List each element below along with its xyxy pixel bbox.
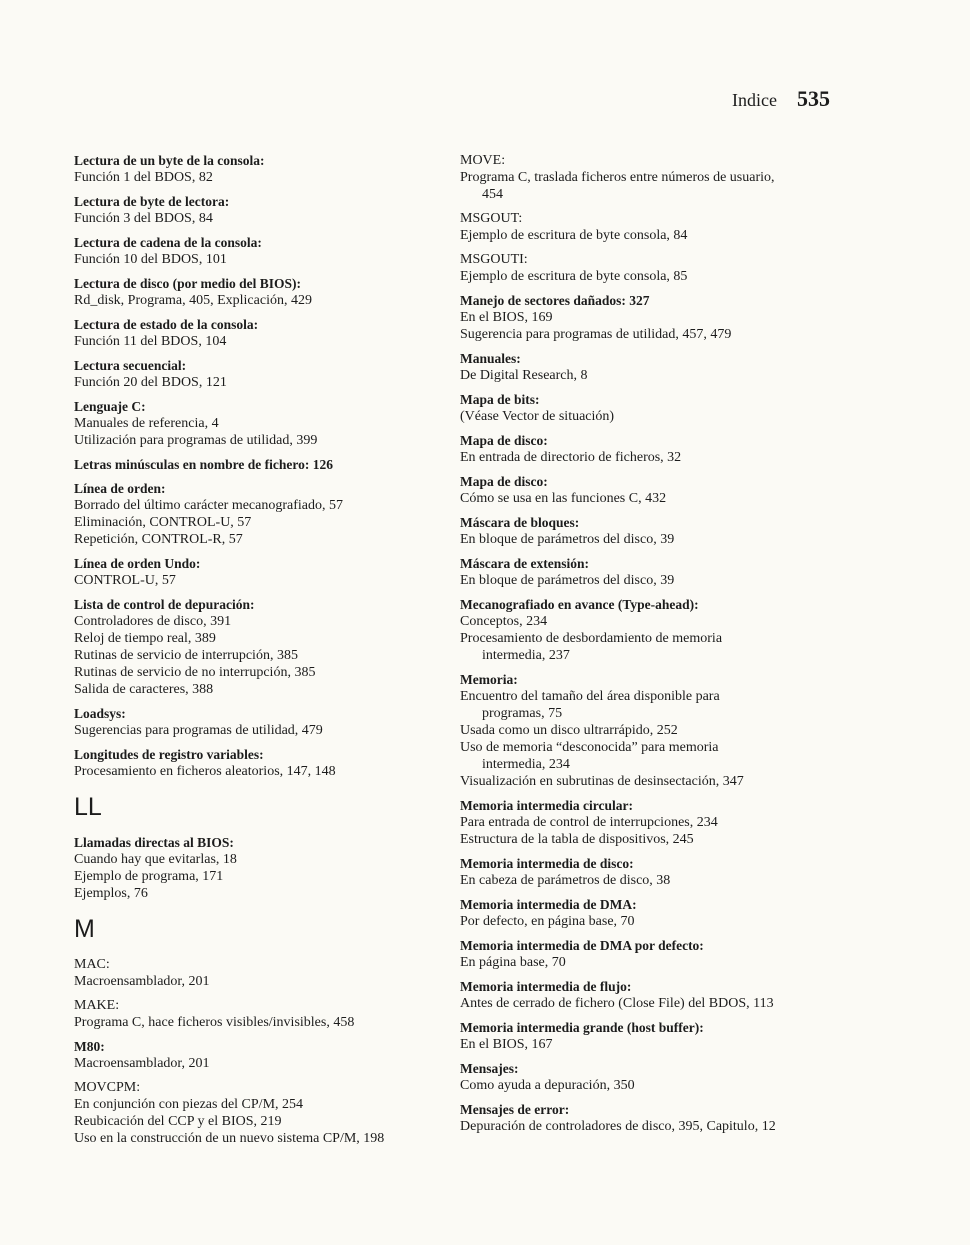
index-subentry: intermedia, 234 bbox=[482, 757, 570, 772]
section-letter: LL bbox=[74, 793, 102, 821]
index-subentry: Programa C, traslada ficheros entre números de usuario, bbox=[460, 170, 775, 185]
index-entry bbox=[460, 596, 830, 664]
index-entry-heading: Lectura de byte de lectora: bbox=[74, 194, 230, 209]
index-entry bbox=[74, 1038, 444, 1072]
index-subentry: Procesamiento en ficheros aleatorios, 147, 148 bbox=[74, 764, 336, 779]
index-subentry: Estructura de la tabla de dispositivos, 245 bbox=[460, 832, 694, 847]
index-entry bbox=[74, 316, 444, 350]
index-subentry: (Véase Vector de situación) bbox=[460, 409, 615, 424]
index-subentry: Repetición, CONTROL-R, 57 bbox=[74, 532, 243, 547]
index-subentry: Procesamiento de desbordamiento de memoria bbox=[460, 631, 723, 646]
index-entry-heading: Lectura de estado de la consola: bbox=[74, 317, 259, 332]
index-subentry: Por defecto, en página base, 70 bbox=[460, 914, 635, 929]
index-subentry: Encuentro del tamaño del área disponible para bbox=[460, 689, 720, 704]
index-entry-heading: Lectura secuencial: bbox=[74, 358, 187, 373]
index-entry bbox=[460, 152, 830, 203]
index-entry-heading: Mapa de disco: bbox=[460, 474, 548, 489]
index-subentry: Función 1 del BDOS, 82 bbox=[74, 170, 213, 185]
index-entry bbox=[74, 398, 444, 449]
index-subentry: Cuando hay que evitarlas, 18 bbox=[74, 852, 237, 867]
index-subentry: Como ayuda a depuración, 350 bbox=[460, 1078, 635, 1093]
index-subentry: Reubicación del CCP y el BIOS, 219 bbox=[74, 1114, 282, 1129]
index-entry bbox=[460, 1019, 830, 1053]
index-subentry: Conceptos, 234 bbox=[460, 614, 548, 629]
page-number: 535 bbox=[797, 86, 830, 111]
index-subentry: Manuales de referencia, 4 bbox=[74, 416, 219, 431]
index-entry bbox=[460, 514, 830, 548]
index-subentry: Macroensamblador, 201 bbox=[74, 1056, 210, 1071]
index-subentry: 454 bbox=[482, 187, 503, 202]
index-subentry: Uso de memoria “desconocida” para memoria bbox=[460, 740, 719, 755]
section-letter: M bbox=[74, 915, 95, 943]
index-subentry: En conjunción con piezas del CP/M, 254 bbox=[74, 1097, 304, 1112]
index-entry-heading: Línea de orden Undo: bbox=[74, 556, 201, 571]
index-subentry: Rd_disk, Programa, 405, Explicación, 429 bbox=[74, 293, 312, 308]
index-subentry: Función 3 del BDOS, 84 bbox=[74, 211, 213, 226]
index-entry bbox=[74, 956, 444, 990]
index-entry-heading: Longitudes de registro variables: bbox=[74, 747, 264, 762]
index-entry bbox=[460, 797, 830, 848]
index-subentry: Salida de caracteres, 388 bbox=[74, 682, 214, 697]
index-subentry: programas, 75 bbox=[482, 706, 563, 721]
index-column-left bbox=[74, 152, 444, 1154]
index-entry-heading: MOVE: bbox=[460, 153, 506, 168]
index-entry-heading: Lista de control de depuración: bbox=[74, 597, 255, 612]
index-entry bbox=[460, 432, 830, 466]
index-entry bbox=[460, 1060, 830, 1094]
index-entry-heading: Memoria intermedia de disco: bbox=[460, 856, 634, 871]
page-header bbox=[732, 86, 830, 112]
index-entry-heading: Memoria intermedia de flujo: bbox=[460, 979, 632, 994]
index-entry bbox=[74, 357, 444, 391]
index-entry bbox=[74, 746, 444, 780]
index-entry bbox=[74, 234, 444, 268]
index-subentry: intermedia, 237 bbox=[482, 648, 570, 663]
index-entry-heading: Lectura de cadena de la consola: bbox=[74, 235, 262, 250]
index-subentry: Rutinas de servicio de no interrupción, 385 bbox=[74, 665, 316, 680]
index-entry-heading: MSGOUT: bbox=[460, 211, 523, 226]
index-entry-heading: Lectura de un byte de la consola: bbox=[74, 153, 265, 168]
index-entry bbox=[460, 210, 830, 244]
index-subentry: Controladores de disco, 391 bbox=[74, 614, 232, 629]
index-subentry: Sugerencia para programas de utilidad, 457, 479 bbox=[460, 327, 732, 342]
index-subentry: Macroensamblador, 201 bbox=[74, 974, 210, 989]
index-entry-heading: Llamadas directas al BIOS: bbox=[74, 835, 234, 850]
index-subentry: Utilización para programas de utilidad, 399 bbox=[74, 433, 318, 448]
index-subentry: Ejemplo de programa, 171 bbox=[74, 869, 224, 884]
index-entry bbox=[460, 555, 830, 589]
index-entry bbox=[74, 705, 444, 739]
index-entry-heading: Memoria intermedia circular: bbox=[460, 798, 633, 813]
index-subentry: Uso en la construcción de un nuevo sistema CP/M, 198 bbox=[74, 1131, 385, 1146]
index-subentry: Función 10 del BDOS, 101 bbox=[74, 252, 227, 267]
index-entry bbox=[74, 152, 444, 186]
index-entry-heading: MAKE: bbox=[74, 998, 120, 1013]
index-entry-heading: Línea de orden: bbox=[74, 481, 166, 496]
index-entry bbox=[460, 350, 830, 384]
index-entry bbox=[74, 596, 444, 698]
index-entry bbox=[460, 937, 830, 971]
index-entry bbox=[74, 555, 444, 589]
index-entry-heading: MAC: bbox=[74, 957, 110, 972]
index-subentry: De Digital Research, 8 bbox=[460, 368, 588, 383]
index-subentry: Ejemplos, 76 bbox=[74, 886, 148, 901]
index-entry-heading: Mapa de disco: bbox=[460, 433, 548, 448]
index-subentry: Función 20 del BDOS, 121 bbox=[74, 375, 227, 390]
index-subentry: Visualización en subrutinas de desinsectación, 347 bbox=[460, 774, 744, 789]
index-entry bbox=[74, 480, 444, 548]
index-entry-heading: Memoria: bbox=[460, 672, 518, 687]
index-entry bbox=[460, 671, 830, 790]
index-entry-heading: Mensajes de error: bbox=[460, 1102, 570, 1117]
index-entry-heading: Máscara de extensión: bbox=[460, 556, 589, 571]
index-subentry: Cómo se usa en las funciones C, 432 bbox=[460, 491, 667, 506]
index-entry bbox=[460, 292, 830, 343]
index-subentry: Para entrada de control de interrupciones, 234 bbox=[460, 815, 718, 830]
index-entry bbox=[460, 896, 830, 930]
index-entry-heading: Lectura de disco (por medio del BIOS): bbox=[74, 276, 301, 291]
index-subentry: En cabeza de parámetros de disco, 38 bbox=[460, 873, 671, 888]
index-subentry: En bloque de parámetros del disco, 39 bbox=[460, 573, 675, 588]
index-entry-heading: MSGOUTI: bbox=[460, 252, 528, 267]
index-subentry: Sugerencias para programas de utilidad, 479 bbox=[74, 723, 323, 738]
index-subentry: Borrado del último carácter mecanografiado, 57 bbox=[74, 498, 343, 513]
index-entry bbox=[74, 456, 444, 473]
index-entry bbox=[460, 855, 830, 889]
index-subentry: En el BIOS, 167 bbox=[460, 1037, 553, 1052]
index-entry-heading: M80: bbox=[74, 1039, 105, 1054]
index-subentry: Reloj de tiempo real, 389 bbox=[74, 631, 216, 646]
index-subentry: En el BIOS, 169 bbox=[460, 310, 553, 325]
index-entry-heading: Lenguaje C: bbox=[74, 399, 146, 414]
index-entry-heading: Mensajes: bbox=[460, 1061, 519, 1076]
index-entry-heading: Memoria intermedia de DMA por defecto: bbox=[460, 938, 704, 953]
index-subentry: Antes de cerrado de fichero (Close File) del BDOS, 113 bbox=[460, 996, 774, 1011]
index-entry bbox=[460, 391, 830, 425]
index-entry bbox=[74, 275, 444, 309]
index-entry-heading: Mapa de bits: bbox=[460, 392, 540, 407]
index-subentry: CONTROL-U, 57 bbox=[74, 573, 176, 588]
index-column-right bbox=[460, 152, 830, 1142]
index-entry bbox=[460, 473, 830, 507]
index-entry bbox=[460, 1101, 830, 1135]
index-entry bbox=[460, 251, 830, 285]
index-entry-heading: Mecanografiado en avance (Type-ahead): bbox=[460, 597, 699, 612]
page-header-title: Indice bbox=[732, 90, 777, 110]
index-entry bbox=[74, 1079, 444, 1147]
index-entry-heading: MOVCPM: bbox=[74, 1080, 141, 1095]
index-subentry: En entrada de directorio de ficheros, 32 bbox=[460, 450, 682, 465]
index-subentry: Eliminación, CONTROL-U, 57 bbox=[74, 515, 252, 530]
index-entry-heading: Memoria intermedia grande (host buffer): bbox=[460, 1020, 704, 1035]
index-subentry: En bloque de parámetros del disco, 39 bbox=[460, 532, 675, 547]
index-subentry: Ejemplo de escritura de byte consola, 84 bbox=[460, 228, 688, 243]
index-entry-heading: Manuales: bbox=[460, 351, 521, 366]
index-subentry: En página base, 70 bbox=[460, 955, 566, 970]
index-entry-heading: Loadsys: bbox=[74, 706, 126, 721]
index-subentry: Ejemplo de escritura de byte consola, 85 bbox=[460, 269, 688, 284]
index-entry-heading: Manejo de sectores dañados: 327 bbox=[460, 293, 650, 308]
index-subentry: Programa C, hace ficheros visibles/invisibles, 458 bbox=[74, 1015, 355, 1030]
index-entry-heading: Memoria intermedia de DMA: bbox=[460, 897, 637, 912]
index-subentry: Rutinas de servicio de interrupción, 385 bbox=[74, 648, 298, 663]
index-entry-heading: Máscara de bloques: bbox=[460, 515, 580, 530]
index-entry bbox=[74, 834, 444, 902]
index-subentry: Usada como un disco ultrarrápido, 252 bbox=[460, 723, 678, 738]
index-entry-heading: Letras minúsculas en nombre de fichero: 126 bbox=[74, 457, 333, 472]
index-entry bbox=[74, 193, 444, 227]
index-entry bbox=[74, 997, 444, 1031]
index-subentry: Depuración de controladores de disco, 395, Capitulo, 12 bbox=[460, 1119, 776, 1134]
index-entry bbox=[460, 978, 830, 1012]
index-subentry: Función 11 del BDOS, 104 bbox=[74, 334, 227, 349]
